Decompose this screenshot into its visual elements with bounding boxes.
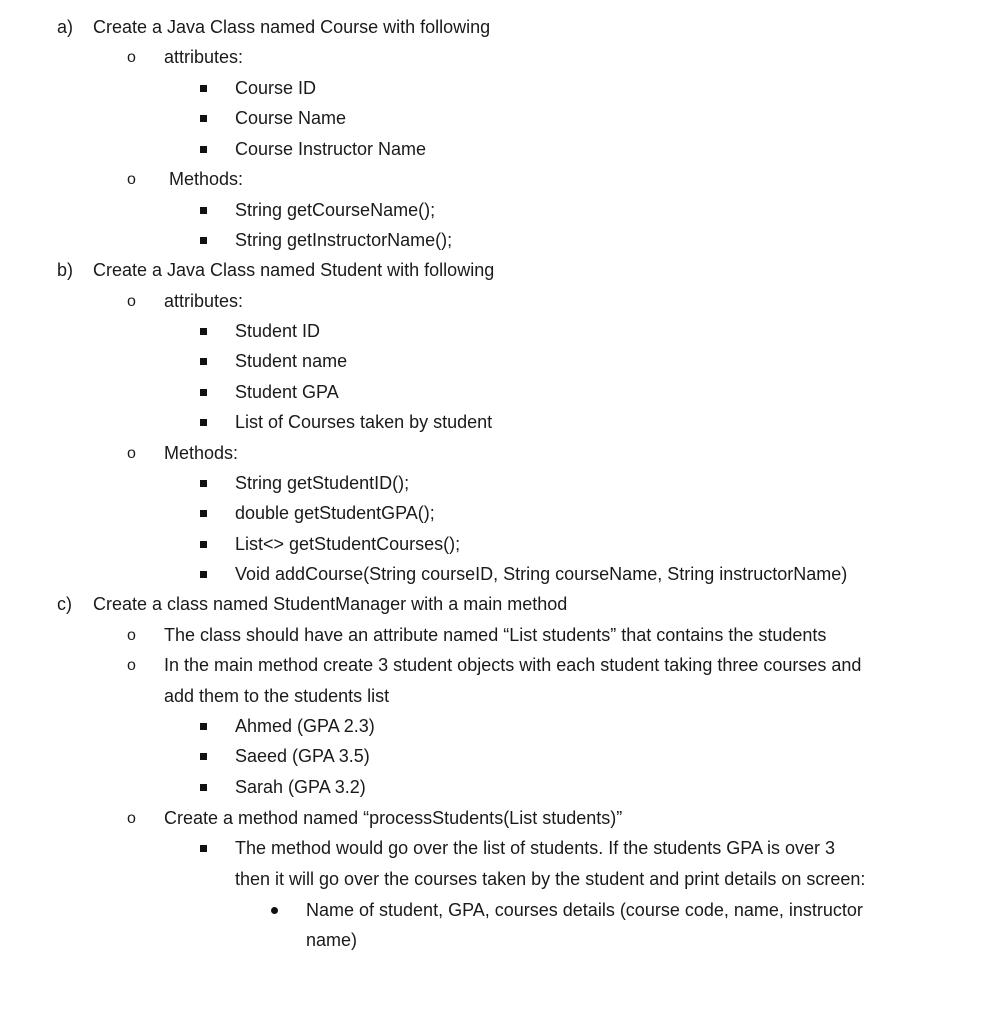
square-bullet-icon [200,541,207,548]
section-b-attributes-label: attributes: [164,291,244,311]
section-b-attribute: Student name [235,351,348,371]
square-bullet-icon [200,389,207,396]
section-a-attribute: Course Name [235,108,347,128]
section-c-item3: Create a method named “processStudents(List students)” [164,808,623,828]
section-b-attribute: Student GPA [235,382,339,402]
square-bullet-icon [200,146,207,153]
section-c-label: c) [57,594,72,614]
square-bullet-icon [200,480,207,487]
section-a-attribute: Course ID [235,78,317,98]
student-entry: Saeed (GPA 3.5) [235,746,370,766]
student-entry: Ahmed (GPA 2.3) [235,716,375,736]
circle-bullet-icon: o [127,445,136,462]
detail-line1: Name of student, GPA, courses details (course code, name, instructor [306,900,863,920]
section-a-method: String getCourseName(); [235,200,436,220]
section-b-attribute: List of Courses taken by student [235,412,493,432]
circle-bullet-icon: o [127,171,136,188]
section-c-item2-line1: In the main method create 3 student objects with each student taking three courses and [164,655,862,675]
section-b-method: Void addCourse(String courseID, String courseName, String instructorName) [235,564,848,584]
section-a-attribute: Course Instructor Name [235,139,427,159]
square-bullet-icon [200,784,207,791]
section-a-label: a) [57,17,74,37]
square-bullet-icon [200,237,207,244]
section-b-label: b) [57,260,74,280]
section-b-method: double getStudentGPA(); [235,503,435,523]
detail-line2: name) [306,930,358,950]
process-line1: The method would go over the list of students. If the students GPA is over 3 [235,838,835,858]
circle-bullet-icon: o [127,293,136,310]
section-b-title: Create a Java Class named Student with following [93,260,495,280]
circle-bullet-icon: o [127,49,136,66]
section-c-item2-line2: add them to the students list [164,686,390,706]
round-bullet-icon [271,907,278,914]
square-bullet-icon [200,85,207,92]
section-a-attributes-label: attributes: [164,47,244,67]
circle-bullet-icon: o [127,627,136,644]
section-c-title: Create a class named StudentManager with a main method [93,594,568,614]
square-bullet-icon [200,845,207,852]
square-bullet-icon [200,328,207,335]
square-bullet-icon [200,571,207,578]
section-a-title: Create a Java Class named Course with following [93,17,491,37]
section-c-item1: The class should have an attribute named “List students” that contains the students [164,625,827,645]
student-entry: Sarah (GPA 3.2) [235,777,366,797]
section-a-methods-label: Methods: [169,169,244,189]
section-b-method: List<> getStudentCourses(); [235,534,461,554]
circle-bullet-icon: o [127,810,136,827]
square-bullet-icon [200,510,207,517]
section-a-method: String getInstructorName(); [235,230,453,250]
square-bullet-icon [200,358,207,365]
process-line2: then it will go over the courses taken by the student and print details on screen: [235,869,866,889]
section-b-methods-label: Methods: [164,443,239,463]
square-bullet-icon [200,419,207,426]
section-b-method: String getStudentID(); [235,473,410,493]
square-bullet-icon [200,723,207,730]
section-b-attribute: Student ID [235,321,321,341]
square-bullet-icon [200,115,207,122]
square-bullet-icon [200,207,207,214]
circle-bullet-icon: o [127,657,136,674]
square-bullet-icon [200,753,207,760]
